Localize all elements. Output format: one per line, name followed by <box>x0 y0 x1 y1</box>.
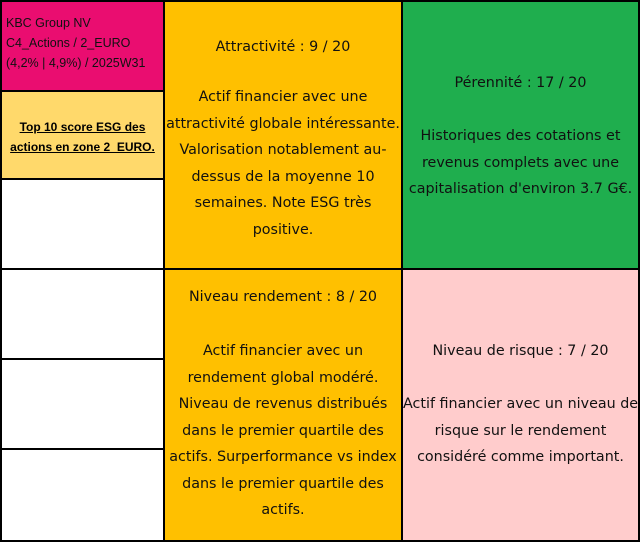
rendement-line: dans le premier quartile des <box>182 475 384 492</box>
perennite-line: Historiques des cotations et <box>420 128 621 144</box>
top-esg-cell <box>0 90 165 180</box>
rendement-line: actifs. Surperformance vs index <box>169 449 397 465</box>
rendement-panel <box>163 268 403 542</box>
company-name: KBC Group NV <box>6 16 91 30</box>
rendement-line: dans le premier quartile des <box>182 422 384 439</box>
rendement-title: Niveau rendement : 8 / 20 <box>188 289 378 305</box>
rendement-line: actifs. <box>261 502 305 518</box>
top-esg-line-1: Top 10 score ESG des <box>19 120 146 134</box>
header-cell <box>0 0 165 92</box>
perennite-description <box>403 123 638 203</box>
attractivite-title: Attractivité : 9 / 20 <box>215 39 351 55</box>
attractivite-description <box>165 84 401 243</box>
attractivite-line: Valorisation notablement au- <box>179 142 387 158</box>
attractivite-line: positive. <box>252 221 314 238</box>
attractivite-panel <box>163 0 403 270</box>
blank-cell-2 <box>0 268 165 360</box>
blank-cell-3 <box>0 358 165 450</box>
rendement-description <box>165 338 401 524</box>
risque-line: risque sur le rendement <box>434 422 607 439</box>
performance-stats: (4,2% | 4,9%) / 2025W31 <box>6 56 146 70</box>
rendement-line: rendement global modéré. <box>187 369 379 386</box>
risque-description <box>403 391 638 471</box>
perennite-line: capitalisation d'environ 3.7 G€. <box>408 181 633 197</box>
rendement-line: Actif financier avec un <box>202 343 364 359</box>
attractivite-line: Actif financier avec une <box>198 89 368 105</box>
top-esg-line-2: actions en zone 2_EURO. <box>10 140 155 154</box>
classification: C4_Actions / 2_EURO <box>6 36 131 50</box>
attractivite-line: attractivité globale intéressante. <box>166 115 400 132</box>
perennite-line: revenus complets avec une <box>421 154 620 171</box>
attractivite-line: semaines. Note ESG très <box>194 195 372 211</box>
attractivite-line: dessus de la moyenne 10 <box>191 168 375 185</box>
risque-panel <box>401 268 640 542</box>
perennite-panel <box>401 0 640 270</box>
blank-cell-4 <box>0 448 165 542</box>
perennite-title: Pérennité : 17 / 20 <box>454 75 587 91</box>
rendement-line: Niveau de revenus distribués <box>178 396 388 412</box>
risque-line: Actif financier avec un niveau de <box>403 396 639 412</box>
risque-line: considéré comme important. <box>417 449 624 465</box>
blank-cell-1 <box>0 178 165 270</box>
risque-title: Niveau de risque : 7 / 20 <box>432 343 609 359</box>
